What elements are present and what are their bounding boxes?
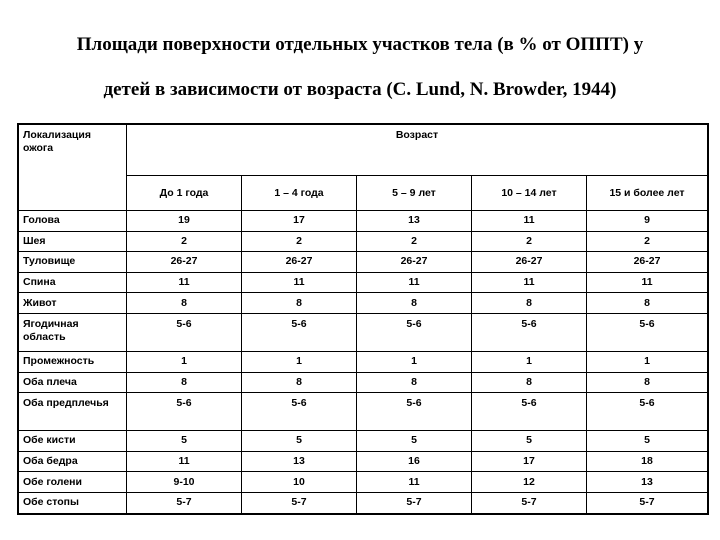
table-cell: 8 <box>242 293 357 314</box>
table-cell: 17 <box>472 451 587 472</box>
table-cell: 5-6 <box>472 313 587 351</box>
table-cell: 5 <box>472 431 587 452</box>
table-cell: 5-6 <box>242 313 357 351</box>
table-cell: 12 <box>472 472 587 493</box>
table-cell: 8 <box>472 293 587 314</box>
table-cell: 5-6 <box>242 393 357 431</box>
table-header-row <box>19 125 708 176</box>
row-label: Обе стопы <box>19 492 127 513</box>
header-age-group: До 1 года <box>127 176 242 211</box>
header-age: Возраст <box>127 125 708 176</box>
table-cell: 13 <box>587 472 708 493</box>
table-cell: 8 <box>587 293 708 314</box>
row-label: Обе голени <box>19 472 127 493</box>
table-cell: 5-7 <box>472 492 587 513</box>
table-row <box>19 293 708 314</box>
table-cell: 8 <box>242 372 357 393</box>
table-cell: 11 <box>357 472 472 493</box>
body-surface-area-table <box>18 124 708 514</box>
table-row <box>19 372 708 393</box>
table-cell: 5-7 <box>587 492 708 513</box>
row-label: Промежность <box>19 351 127 372</box>
table-cell: 1 <box>242 351 357 372</box>
table-cell: 5-6 <box>127 393 242 431</box>
table-cell: 26-27 <box>587 252 708 273</box>
row-label: Спина <box>19 272 127 293</box>
table-cell: 8 <box>357 372 472 393</box>
table-cell: 1 <box>472 351 587 372</box>
table-row <box>19 451 708 472</box>
table-row <box>19 252 708 273</box>
table-row <box>19 431 708 452</box>
page-title-line-1: Площади поверхности отдельных участков тела (в % от ОППТ) у <box>76 34 644 55</box>
table-cell: 5-6 <box>127 313 242 351</box>
row-label: Оба предплечья <box>19 393 127 431</box>
table-cell: 16 <box>357 451 472 472</box>
header-age-group: 15 и более лет <box>587 176 708 211</box>
table-row <box>19 492 708 513</box>
table-cell: 5-6 <box>357 393 472 431</box>
header-age-group: 10 – 14 лет <box>472 176 587 211</box>
table-cell: 5-6 <box>472 393 587 431</box>
table-cell: 11 <box>472 211 587 232</box>
table-row <box>19 393 708 431</box>
header-age-group: 5 – 9 лет <box>357 176 472 211</box>
table-row <box>19 231 708 252</box>
table-cell: 9 <box>587 211 708 232</box>
table-cell: 2 <box>587 231 708 252</box>
table-cell: 5-6 <box>587 313 708 351</box>
table-cell: 11 <box>127 451 242 472</box>
table-cell: 11 <box>127 272 242 293</box>
row-label: Обе кисти <box>19 431 127 452</box>
table-cell: 26-27 <box>127 252 242 273</box>
table-cell: 5-7 <box>357 492 472 513</box>
table-cell: 11 <box>587 272 708 293</box>
table-row <box>19 472 708 493</box>
table-cell: 13 <box>242 451 357 472</box>
table-cell: 19 <box>127 211 242 232</box>
table-row <box>19 272 708 293</box>
table-cell: 8 <box>587 372 708 393</box>
table-cell: 8 <box>127 293 242 314</box>
row-label: Ягодичная область <box>19 313 127 351</box>
table-cell: 2 <box>472 231 587 252</box>
table-cell: 26-27 <box>472 252 587 273</box>
table-cell: 5-7 <box>242 492 357 513</box>
row-label: Живот <box>19 293 127 314</box>
table-cell: 1 <box>587 351 708 372</box>
table-cell: 2 <box>242 231 357 252</box>
table-cell: 5 <box>127 431 242 452</box>
table-row <box>19 313 708 351</box>
table-cell: 5 <box>242 431 357 452</box>
table-cell: 5-6 <box>357 313 472 351</box>
table-cell: 8 <box>472 372 587 393</box>
table-cell: 26-27 <box>242 252 357 273</box>
table-cell: 11 <box>357 272 472 293</box>
header-age-group: 1 – 4 года <box>242 176 357 211</box>
row-label: Туловище <box>19 252 127 273</box>
table-cell: 8 <box>127 372 242 393</box>
table-cell: 18 <box>587 451 708 472</box>
table-cell: 17 <box>242 211 357 232</box>
table-cell: 1 <box>127 351 242 372</box>
table-cell: 5 <box>357 431 472 452</box>
table-row <box>19 211 708 232</box>
table-cell: 26-27 <box>357 252 472 273</box>
table-cell: 13 <box>357 211 472 232</box>
table-cell: 2 <box>357 231 472 252</box>
row-label: Оба плеча <box>19 372 127 393</box>
row-label: Оба бедра <box>19 451 127 472</box>
table-cell: 5-6 <box>587 393 708 431</box>
table-cell: 1 <box>357 351 472 372</box>
page-title-line-2: детей в зависимости от возраста (C. Lund, N. Browder, 1944) <box>103 79 617 100</box>
header-location: Локализация ожога <box>19 125 127 211</box>
row-label: Голова <box>19 211 127 232</box>
table-cell: 5-7 <box>127 492 242 513</box>
table-cell: 10 <box>242 472 357 493</box>
table-cell: 5 <box>587 431 708 452</box>
table-cell: 8 <box>357 293 472 314</box>
table-row <box>19 351 708 372</box>
table-cell: 11 <box>472 272 587 293</box>
table-cell: 11 <box>242 272 357 293</box>
row-label: Шея <box>19 231 127 252</box>
table-cell: 9-10 <box>127 472 242 493</box>
table-cell: 2 <box>127 231 242 252</box>
